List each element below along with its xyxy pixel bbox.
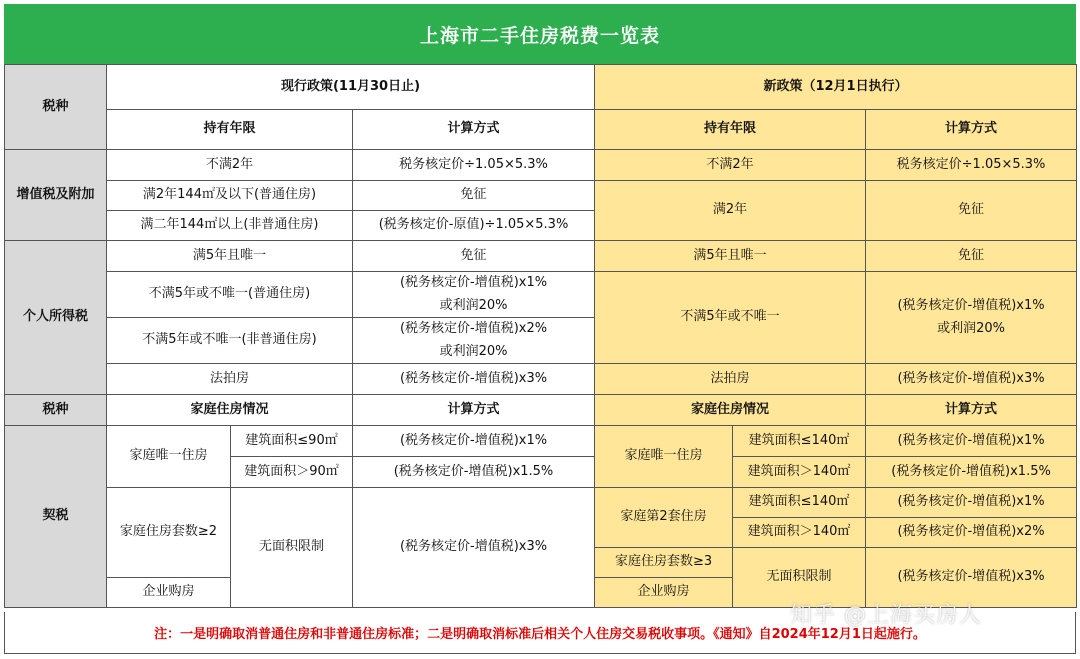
table-cell: 家庭唯一住房 <box>107 426 231 488</box>
table-cell: 家庭住房套数≥3 <box>595 548 733 578</box>
table-cell: 家庭第2套住房 <box>595 488 733 548</box>
calc-line: (税务核定价-增值税)x1% <box>897 298 1045 314</box>
tax-type-header: 税种 <box>5 65 107 150</box>
table-cell: 企业购房 <box>595 578 733 608</box>
table-cell: 建筑面积＞140㎡ <box>733 518 866 548</box>
table-cell: (税务核定价-原值)÷1.05×5.3% <box>353 211 595 241</box>
table-cell: 建筑面积≤140㎡ <box>733 488 866 518</box>
calc-method-header-deed: 计算方式 <box>353 395 595 426</box>
table-cell: (税务核定价-增值税)x2% <box>866 518 1077 548</box>
table-cell: 法拍房 <box>595 364 866 395</box>
table-cell: 满5年且唯一 <box>595 241 866 272</box>
table-cell: 建筑面积＞90㎡ <box>231 457 353 488</box>
table-cell <box>353 318 595 364</box>
tax-table <box>4 64 1077 608</box>
table-cell: (税务核定价-增值税)x1.5% <box>353 457 595 488</box>
table-cell: 无面积限制 <box>733 548 866 608</box>
table-cell: 免征 <box>866 241 1077 272</box>
table-cell: (税务核定价-增值税)x1.5% <box>866 457 1077 488</box>
calc-line: (税务核定价-增值税)x2% <box>399 321 548 337</box>
holding-years-header-new: 持有年限 <box>595 110 866 150</box>
table-cell: 家庭住房套数≥2 <box>107 488 231 578</box>
income-tax-label: 个人所得税 <box>5 241 107 395</box>
calc-line: 或利润20% <box>937 320 1005 336</box>
table-cell: 家庭唯一住房 <box>595 426 733 488</box>
table-cell: 建筑面积≤140㎡ <box>733 426 866 457</box>
deed-tax-label: 契税 <box>5 426 107 608</box>
table-cell: (税务核定价-增值税)x3% <box>353 364 595 395</box>
table-cell: 建筑面积≤90㎡ <box>231 426 353 457</box>
table-cell: 满二年144㎡以上(非普通住房) <box>107 211 353 241</box>
holding-years-header: 持有年限 <box>107 110 353 150</box>
current-policy-header: 现行政策(11月30日止) <box>107 65 595 110</box>
vat-label: 增值税及附加 <box>5 150 107 241</box>
calc-line: (税务核定价-增值税)x1% <box>399 275 548 291</box>
calc-method-header-deed-new: 计算方式 <box>866 395 1077 426</box>
calc-line: 或利润20% <box>439 343 508 359</box>
calc-method-header: 计算方式 <box>353 110 595 150</box>
table-title: 上海市二手住房税费一览表 <box>4 4 1076 64</box>
table-cell: 免征 <box>866 181 1077 241</box>
table-cell: 税务核定价÷1.05×5.3% <box>866 150 1077 181</box>
table-cell: 满2年 <box>595 181 866 241</box>
table-cell: (税务核定价-增值税)x1% <box>866 426 1077 457</box>
table-cell: (税务核定价-增值税)x1% <box>866 488 1077 518</box>
new-policy-header: 新政策（12月1日执行） <box>595 65 1077 110</box>
calc-method-header-new: 计算方式 <box>866 110 1077 150</box>
table-cell: 无面积限制 <box>231 488 353 608</box>
watermark: 知乎 @上海买房人 <box>790 603 982 628</box>
table-cell: 税务核定价÷1.05×5.3% <box>353 150 595 181</box>
table-cell: (税务核定价-增值税)x3% <box>866 548 1077 608</box>
table-cell: 不满5年或不唯一(非普通住房) <box>107 318 353 364</box>
policy-note: 注：一是明确取消普通住房和非普通住房标准；二是明确取消标准后相关个人住房交易税收事项。《通知》自2024年12月1日起施行。 <box>4 612 1076 654</box>
table-cell: 免征 <box>353 181 595 211</box>
table-cell: 满5年且唯一 <box>107 241 353 272</box>
table-cell: (税务核定价-增值税)x3% <box>353 488 595 608</box>
table-cell: 建筑面积＞140㎡ <box>733 457 866 488</box>
table-cell: 不满5年或不唯一(普通住房) <box>107 272 353 318</box>
table-cell <box>866 272 1077 364</box>
deed-tax-type-header: 税种 <box>5 395 107 426</box>
table-cell: 企业购房 <box>107 578 231 608</box>
table-cell <box>353 272 595 318</box>
table-cell: (税务核定价-增值税)x3% <box>866 364 1077 395</box>
table-cell: 满2年144㎡及以下(普通住房) <box>107 181 353 211</box>
table-cell: 不满5年或不唯一 <box>595 272 866 364</box>
table-cell: 不满2年 <box>107 150 353 181</box>
table-cell: (税务核定价-增值税)x1% <box>353 426 595 457</box>
housing-situation-header: 家庭住房情况 <box>107 395 353 426</box>
table-cell: 不满2年 <box>595 150 866 181</box>
table-cell: 法拍房 <box>107 364 353 395</box>
table-cell: 免征 <box>353 241 595 272</box>
housing-situation-header-new: 家庭住房情况 <box>595 395 866 426</box>
calc-line: 或利润20% <box>439 297 508 313</box>
